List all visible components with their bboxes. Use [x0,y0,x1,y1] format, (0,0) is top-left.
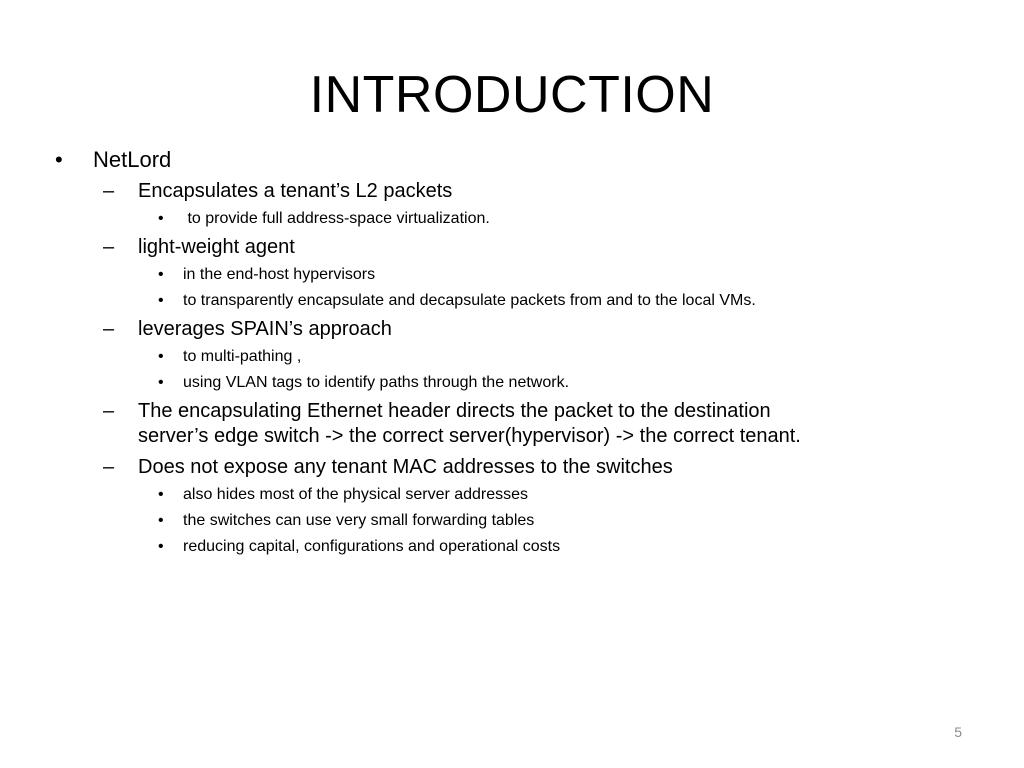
subsubitem-address-space: to provide full address-space virtualization. [183,210,490,227]
dash-marker: – [103,456,115,478]
subitem-ethernet-line-2: server’s edge switch -> the correct server(hypervisor) -> the correct tenant. [138,425,801,447]
dash-marker: – [103,180,115,202]
slide-number: 5 [954,724,962,740]
dash-marker: – [103,400,115,422]
dash-marker: – [103,318,115,340]
subitem-encapsulates: Encapsulates a tenant’s L2 packets [138,180,453,202]
bullet-marker: • [158,292,164,309]
subitem-mac-addresses: Does not expose any tenant MAC addresses to the switches [138,456,673,478]
dash-marker: – [103,236,115,258]
bullet-marker: • [158,210,164,227]
bullet-marker: • [158,348,164,365]
bullet-marker: • [158,266,164,283]
subsubitem-encapsulate-vms: to transparently encapsulate and decapsulate packets from and to the local VMs. [183,292,756,309]
subsubitem-costs: reducing capital, configurations and operational costs [183,538,561,555]
subsubitem-multi-pathing: to multi-pathing , [183,348,302,365]
subsubitem-hypervisors: in the end-host hypervisors [183,266,376,283]
subitem-agent: light-weight agent [138,236,295,258]
bullet-marker: • [158,538,164,555]
subitem-spain: leverages SPAIN’s approach [138,318,392,340]
bullet-marker: • [55,147,63,172]
bullet-marker: • [158,486,164,503]
slide-title: INTRODUCTION [309,66,715,124]
bullet-marker: • [158,374,164,391]
subsubitem-vlan-tags: using VLAN tags to identify paths through the network. [183,374,570,391]
bullet-marker: • [158,512,164,529]
subsubitem-server-addresses: also hides most of the physical server addresses [183,486,529,503]
bullet-netlord: NetLord [93,147,172,172]
subitem-ethernet-line-1: The encapsulating Ethernet header directs the packet to the destination [138,400,771,422]
subsubitem-forwarding-tables: the switches can use very small forwarding tables [183,512,535,529]
